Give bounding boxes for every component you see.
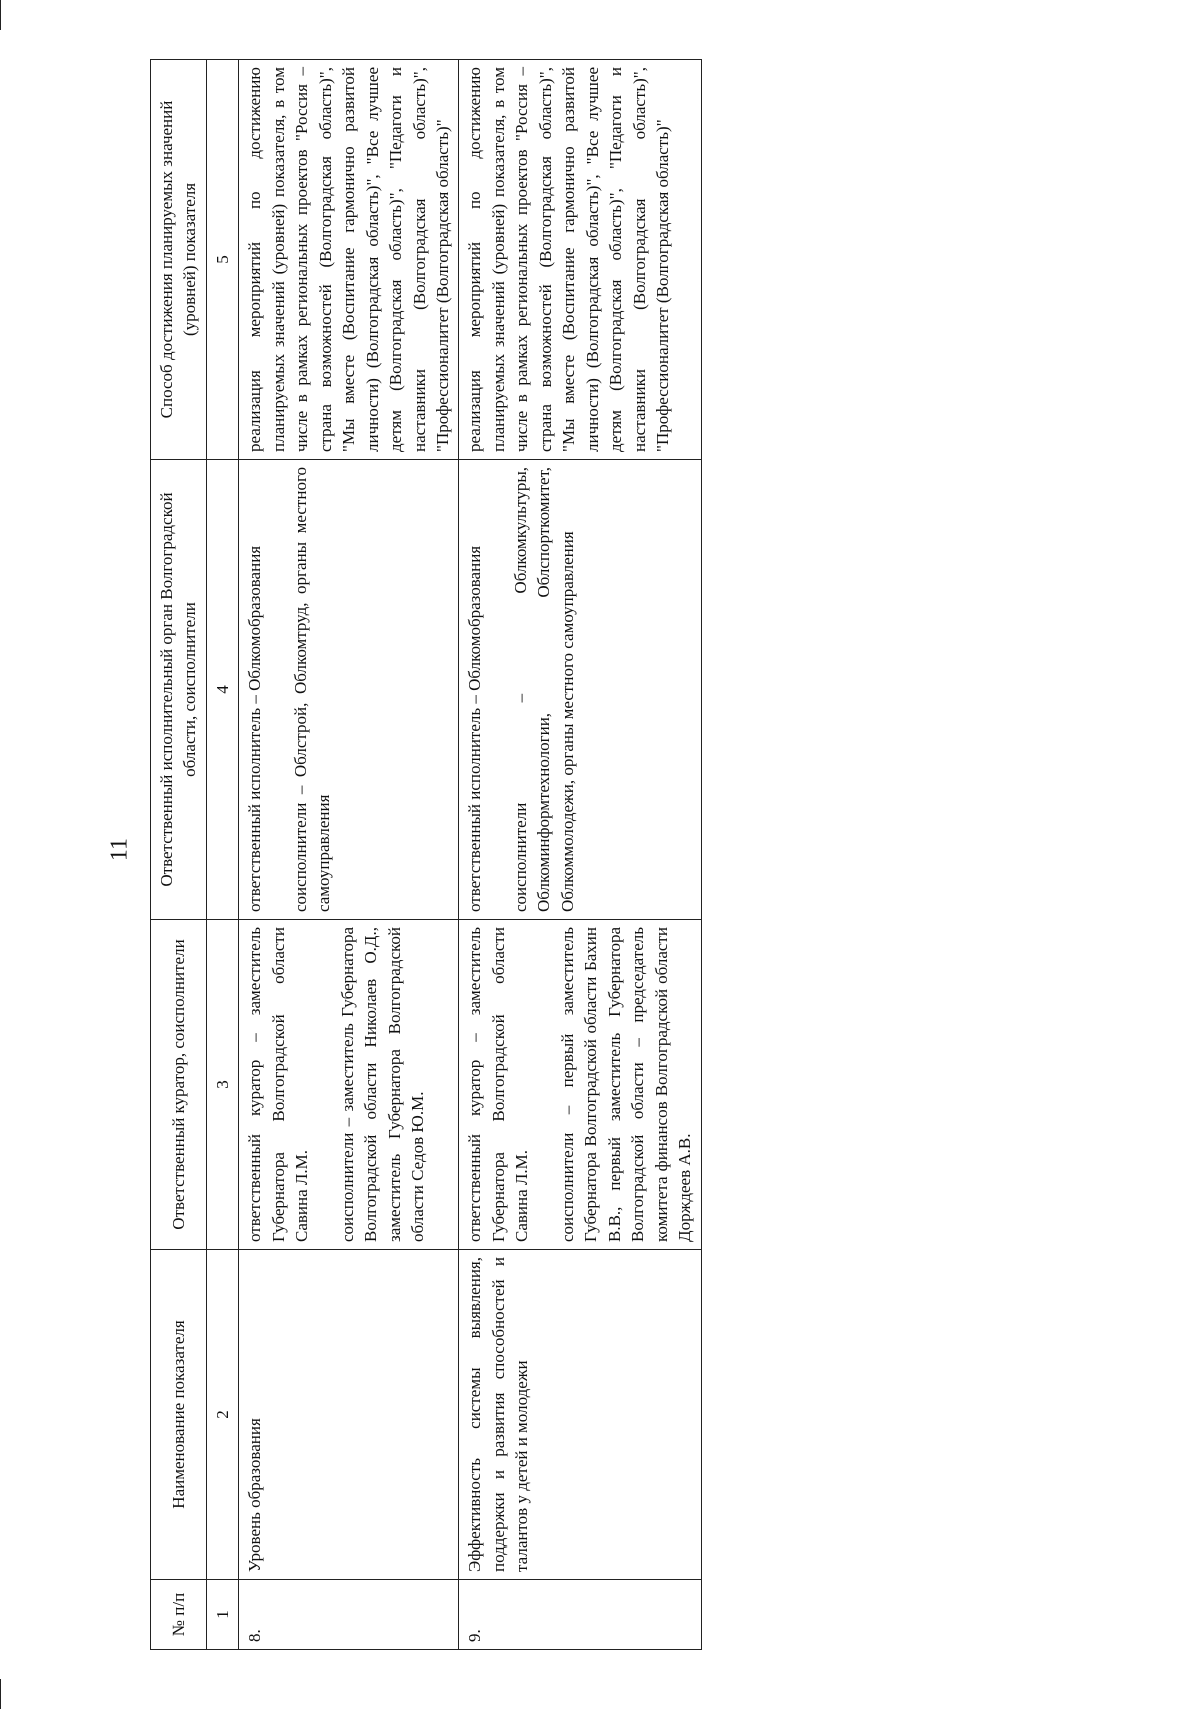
- indicator-name: Уровень образования: [239, 1250, 459, 1580]
- header-indicator-name: Наименование показателя: [151, 1250, 207, 1580]
- header-number: № п/п: [151, 1580, 207, 1650]
- indicator-name: Эффективность системы выявления, поддержки и развития способностей и талантов у детей и молодежи: [459, 1250, 701, 1580]
- header-executive-body: Ответственный исполнительный орган Волгоградской области, соисполнители: [151, 460, 207, 920]
- executive-cell: [459, 460, 701, 920]
- row-number: 9.: [459, 1580, 701, 1650]
- row-number: 8.: [239, 1580, 459, 1650]
- curator-cell: [239, 920, 459, 1250]
- scan-edge-mark: [0, 1679, 1, 1709]
- curator-coexecutors: соисполнители – заместитель Губернатора Волгоградской области Николаев О.Д., заместитель Губернатора Волгоградской области Седов Ю.М.: [337, 927, 428, 1242]
- column-number: 2: [206, 1250, 238, 1580]
- table-row: [239, 60, 459, 1650]
- method-cell: реализация мероприятий по достижению планируемых значений (уровней) показателя, в том числе в рамках региональных проектов "Россия – страна возможностей (Волгоградская область)", "Мы вместе (Воспитание гармонично развитой личности) (Волгоградская область)", "Все лучшее детям (Волгоградская область)", "Педагоги и наставники (Волгоградская область)", "Профессионалитет (Волгоградская область)": [459, 60, 701, 460]
- column-number-row: [206, 60, 238, 1650]
- executive-responsible: ответственный исполнитель – Облкомобразования: [465, 545, 485, 912]
- executive-cell: [239, 460, 459, 920]
- curator-cell: [459, 920, 701, 1250]
- indicators-table: [150, 59, 702, 1650]
- method-cell: реализация мероприятий по достижению планируемых значений (уровней) показателя, в том числе в рамках региональных проектов "Россия – страна возможностей (Волгоградская область)", "Мы вместе (Воспитание гармонично развитой личности) (Волгоградская область)", "Все лучшее детям (Волгоградская область)", "Педагоги и наставники (Волгоградская область)", "Профессионалитет (Волгоградская область)": [239, 60, 459, 460]
- column-number: 4: [206, 460, 238, 920]
- scan-edge-mark: [0, 0, 1, 30]
- column-number: 1: [206, 1580, 238, 1650]
- table-row: [459, 60, 701, 1650]
- executive-coexecutors: соисполнители – Облкомкультуры, Облкоминформтехнологии, Облспорткомитет, Облкоммолодежи, органы местного самоуправления: [510, 467, 577, 912]
- header-curator: Ответственный куратор, соисполнители: [151, 920, 207, 1250]
- page-number: 11: [106, 837, 133, 862]
- curator-responsible: ответственный куратор – заместитель Губернатора Волгоградской области Савина Л.М.: [245, 927, 312, 1242]
- column-number: 3: [206, 920, 238, 1250]
- rotated-table-container: [150, 60, 1165, 1650]
- curator-responsible: ответственный куратор – заместитель Губернатора Волгоградской области Савина Л.М.: [465, 927, 532, 1242]
- header-achievement-method: Способ достижения планируемых значений (уровней) показателя: [151, 60, 207, 460]
- table-header-row: [151, 60, 207, 1650]
- executive-responsible: ответственный исполнитель – Облкомобразования: [245, 545, 265, 912]
- curator-coexecutors: соисполнители – первый заместитель Губернатора Волгоградской области Бахин В.В., первый заместитель Губернатора Волгоградской области – председатель комитета финансов Волгоградской области Дорждеев А.В.: [557, 927, 695, 1242]
- column-number: 5: [206, 60, 238, 460]
- executive-coexecutors: соисполнители – Облстрой, Облкомтруд, органы местного самоуправления: [290, 467, 334, 912]
